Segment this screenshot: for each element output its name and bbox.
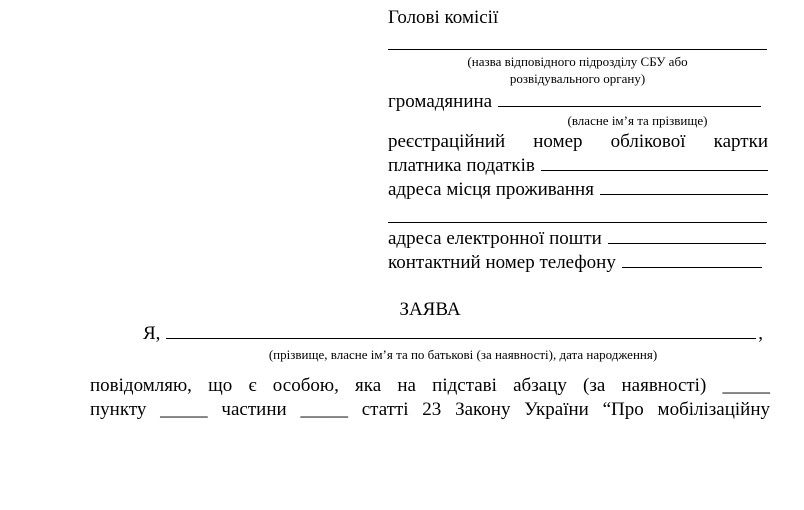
- citizen-label: громадянина: [388, 91, 493, 112]
- email-field[interactable]: [608, 229, 766, 244]
- phone-label: контактний номер телефону: [388, 252, 616, 273]
- i-label: Я,: [143, 323, 161, 344]
- unit-name-caption: [388, 53, 767, 87]
- phone-row: [388, 251, 762, 274]
- name-caption: (прізвище, власне ім’я та по батькові (за наявності), дата народження): [268, 347, 658, 362]
- address-label: адреса місця проживання: [388, 179, 594, 200]
- phone-field[interactable]: [622, 253, 762, 268]
- citizen-name-field[interactable]: [498, 92, 761, 107]
- tax-number-field[interactable]: [541, 156, 768, 171]
- tax-number-row: [388, 154, 768, 177]
- body-line1: повідомляю, що є особою, яка на підставі абзацу (за наявності) _____: [90, 375, 770, 396]
- address-field[interactable]: [600, 180, 768, 195]
- addressee-text: Голові комісії: [388, 7, 499, 28]
- statement-title: ЗАЯВА: [399, 299, 461, 320]
- unit-caption-line2: розвідувального органу): [509, 71, 646, 86]
- tax-label-line1: реєстраційний номер облікової картки: [388, 131, 768, 152]
- full-name-field[interactable]: [166, 324, 756, 339]
- address-field-line2[interactable]: [388, 222, 767, 223]
- trailing-comma: ,: [758, 323, 763, 344]
- name-row: [143, 322, 763, 345]
- email-row: [388, 227, 766, 250]
- tax-label-line2: платника податків: [388, 155, 535, 176]
- citizen-row: [388, 90, 761, 113]
- citizen-caption: (власне ім’я та прізвище): [567, 113, 708, 128]
- email-label: адреса електронної пошти: [388, 228, 602, 249]
- unit-caption-line1: (назва відповідного підрозділу СБУ або: [467, 54, 688, 69]
- address-row: [388, 178, 768, 201]
- body-line2: пункту _____ частини _____ статті 23 Закону України “Про мобілізаційну: [90, 399, 770, 420]
- unit-name-field[interactable]: [388, 49, 767, 50]
